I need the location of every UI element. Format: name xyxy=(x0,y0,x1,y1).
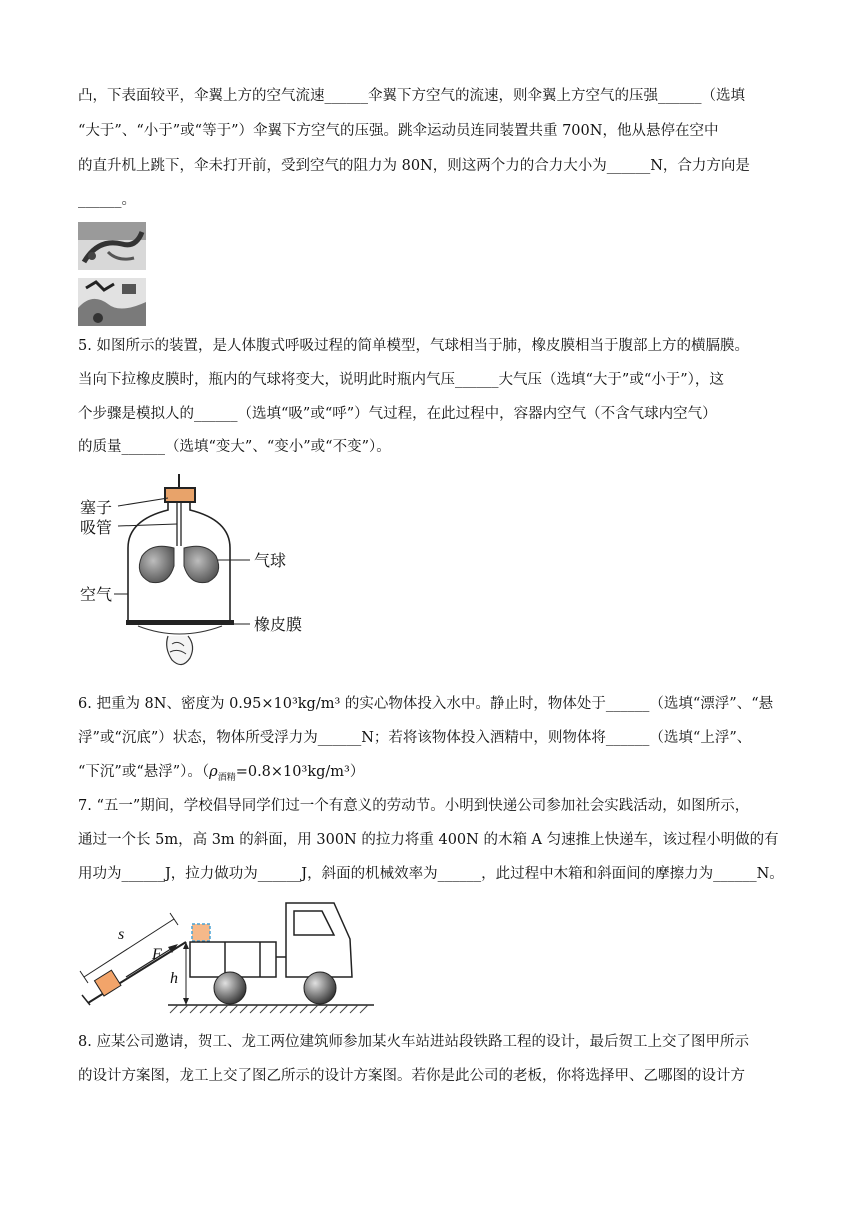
q5-line-4: 的质量______（选填“变大”、“变小”或“不变”）。 xyxy=(78,439,391,455)
q4-line-4: ______。 xyxy=(78,192,136,208)
balloon-label: 气球 xyxy=(254,551,287,570)
membrane-label: 橡皮膜 xyxy=(254,615,303,634)
q5-line-2: 当向下拉橡皮膜时，瓶内的气球将变大，说明此时瓶内气压______大气压（选填“大于”或“小于”），这 xyxy=(78,372,724,388)
air-label: 空气 xyxy=(80,585,113,604)
paraglider-photo-top xyxy=(78,222,146,270)
rho-symbol: ρ xyxy=(209,764,218,780)
label-s: s xyxy=(118,926,125,943)
q5-line-3: 个步骤是模拟人的______（选填“吸”或“呼”）气过程，在此过程中，容器内空气（不含气球内空气） xyxy=(78,406,717,422)
label-F: F xyxy=(152,946,162,963)
q7-line-2: 通过一个长 5m，高 3m 的斜面，用 300N 的拉力将重 400N 的木箱 A 匀速推上快递车，该过程小明做的有 xyxy=(78,832,779,848)
straw-label: 吸管 xyxy=(80,518,113,537)
breathing-model-figure xyxy=(78,470,338,680)
q6-line-3 xyxy=(78,762,364,788)
q6-line-3a: “下沉”或“悬浮”）。（ xyxy=(78,764,210,780)
q7-line-3: 用功为______J，拉力做功为______J，斜面的机械效率为______，此过程中木箱和斜面间的摩擦力为______N。 xyxy=(78,866,784,882)
q8-line-2: 的设计方案图，龙工上交了图乙所示的设计方案图。若你是此公司的老板，你将选择甲、乙哪图的设计方 xyxy=(78,1068,745,1084)
label-h: h xyxy=(170,970,178,987)
q6-line-1: 6. 把重为 8N、密度为 0.95×10³kg/m³ 的实心物体投入水中。静止时，物体处于______（选填“漂浮”、“悬 xyxy=(78,696,774,712)
paraglider-photo-bottom xyxy=(78,278,146,326)
q8-line-1: 8. 应某公司邀请，贺工、龙工两位建筑师参加某火车站进站段铁路工程的设计，最后贺工上交了图甲所示 xyxy=(78,1034,749,1050)
q7-line-1: 7. “五一”期间，学校倡导同学们过一个有意义的劳动节。小明到快递公司参加社会实践活动，如图所示， xyxy=(78,798,750,814)
q6-line-3b: =0.8×10³kg/m³） xyxy=(235,764,365,780)
q4-line-1: 凸，下表面较平，伞翼上方的空气流速______伞翼下方空气的流速，则伞翼上方空气的压强______（选填 xyxy=(78,88,745,104)
incline-truck-figure xyxy=(78,895,378,1017)
q4-line-2: “大于”、“小于”或“等于”）伞翼下方空气的压强。跳伞运动员连同装置共重 700N，他从悬停在空中 xyxy=(78,123,719,139)
q4-line-3: 的直升机上跳下，伞未打开前，受到空气的阻力为 80N，则这两个力的合力大小为______N，合力方向是 xyxy=(78,158,750,174)
alcohol-subscript: 酒精 xyxy=(217,772,236,783)
q6-line-2: 浮”或“沉底”）状态，物体所受浮力为______N；若将该物体投入酒精中，则物体将______（选填“上浮”、 xyxy=(78,730,752,746)
stopper-label: 塞子 xyxy=(80,498,113,517)
q5-line-1: 5. 如图所示的装置，是人体腹式呼吸过程的简单模型，气球相当于肺，橡皮膜相当于腹部上方的横膈膜。 xyxy=(78,338,749,354)
